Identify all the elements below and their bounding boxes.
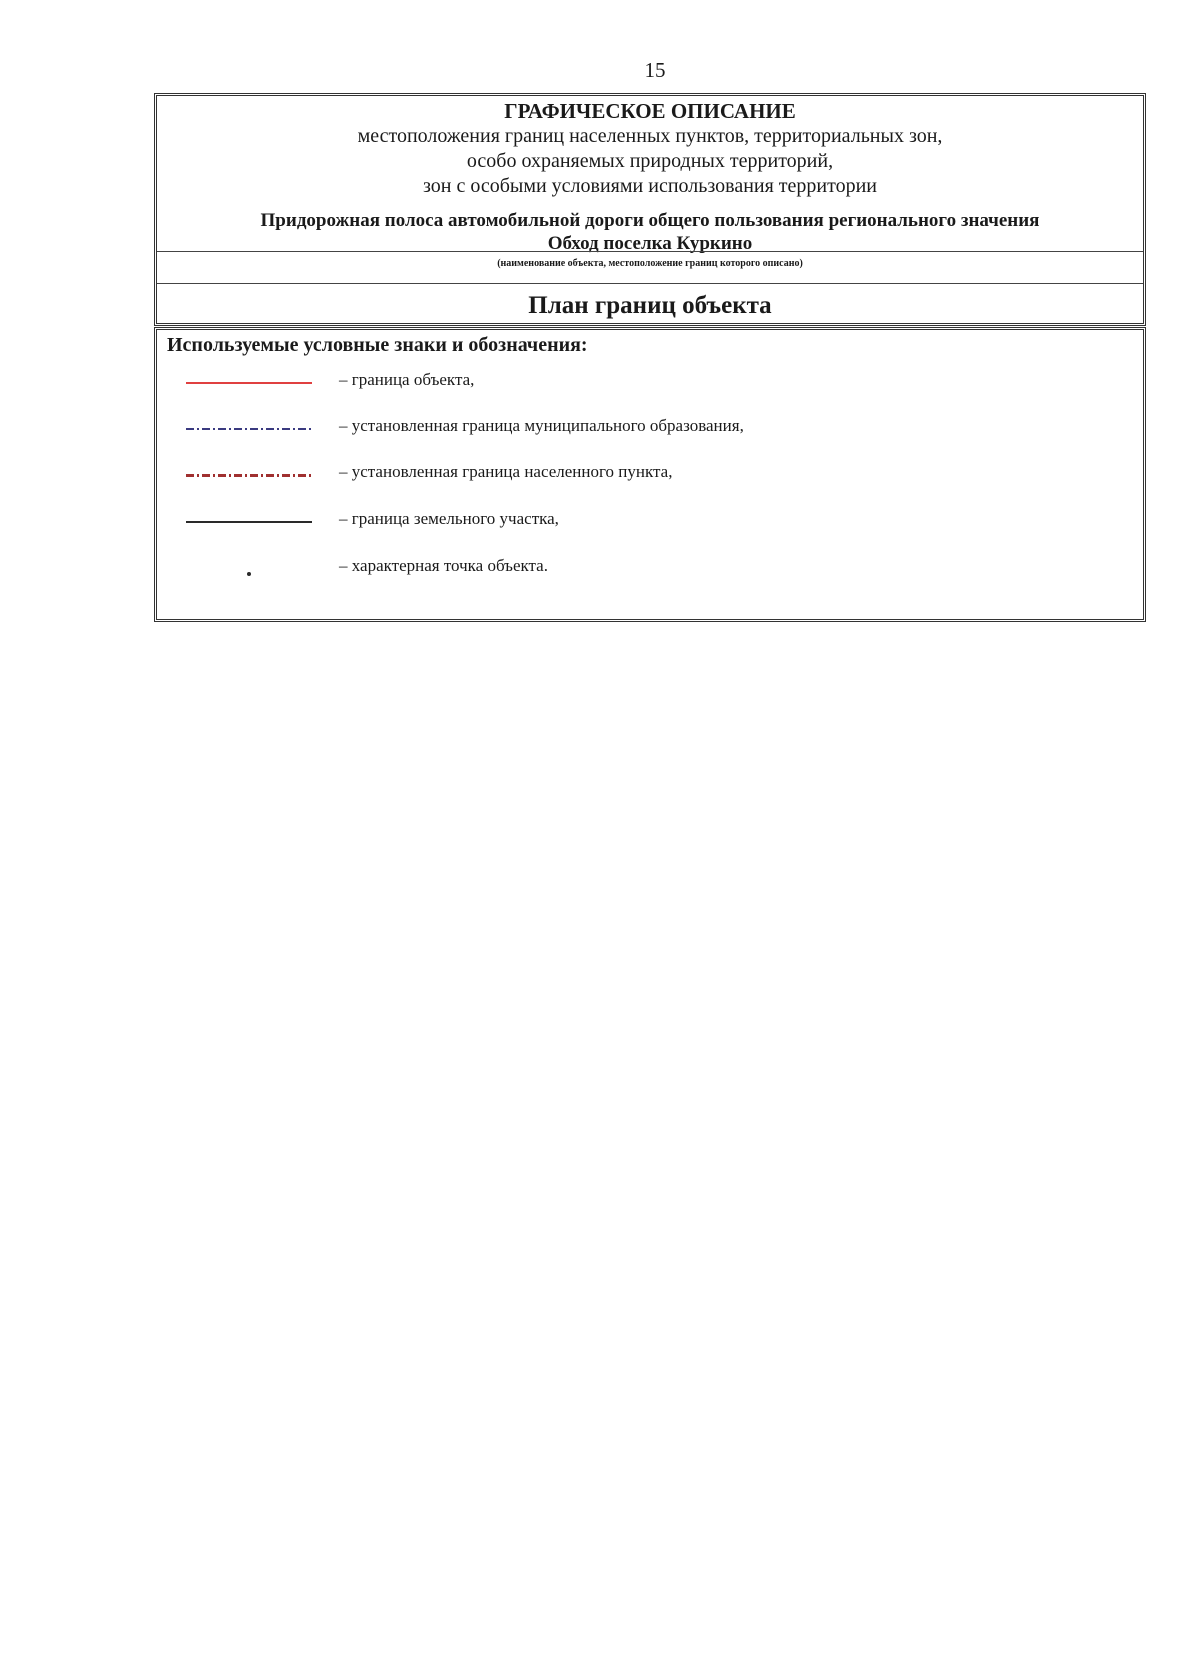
legend-item-label: – граница объекта, — [339, 370, 475, 389]
page-number: 15 — [644, 58, 666, 82]
legend-item — [157, 368, 1143, 398]
object-name-line-2: Обход поселка Куркино — [547, 233, 753, 254]
document-title: ГРАФИЧЕСКОЕ ОПИСАНИЕ — [504, 99, 796, 123]
legend-item-label: – характерная точка объекта. — [339, 556, 548, 575]
legend-frame — [154, 327, 1146, 622]
legend-item-label: – граница земельного участка, — [339, 509, 559, 528]
solid-black-line-symbol — [186, 521, 312, 523]
document-subtitle-line-1: местоположения границ населенных пунктов, территориальных зон, — [357, 125, 943, 147]
object-name-caption: (наименование объекта, местоположение границ которого описано) — [497, 258, 803, 269]
object-name-line-1: Придорожная полоса автомобильной дороги общего пользования регионального значения — [260, 210, 1040, 231]
solid-red-line-symbol — [186, 382, 312, 384]
header-frame — [154, 93, 1146, 326]
legend-item-label: – установленная граница населенного пункта, — [339, 462, 673, 481]
point-dot-symbol — [247, 572, 251, 576]
plan-title: План границ объекта — [528, 292, 772, 319]
legend-item — [157, 507, 1143, 537]
dash-dot-blue-line-symbol — [186, 428, 312, 430]
dash-dot-red-line-symbol — [186, 474, 312, 477]
legend-item-label: – установленная граница муниципального образования, — [339, 416, 744, 435]
legend-item — [157, 414, 1143, 444]
document-subtitle-line-3: зон с особыми условиями использования территории — [422, 175, 878, 197]
legend-item — [157, 554, 1143, 584]
legend-item — [157, 460, 1143, 490]
legend-heading: Используемые условные знаки и обозначения: — [167, 334, 588, 356]
divider-line — [157, 251, 1143, 252]
document-subtitle-line-2: особо охраняемых природных территорий, — [466, 150, 834, 172]
divider-line — [157, 283, 1143, 284]
header-text-block — [157, 96, 1143, 255]
